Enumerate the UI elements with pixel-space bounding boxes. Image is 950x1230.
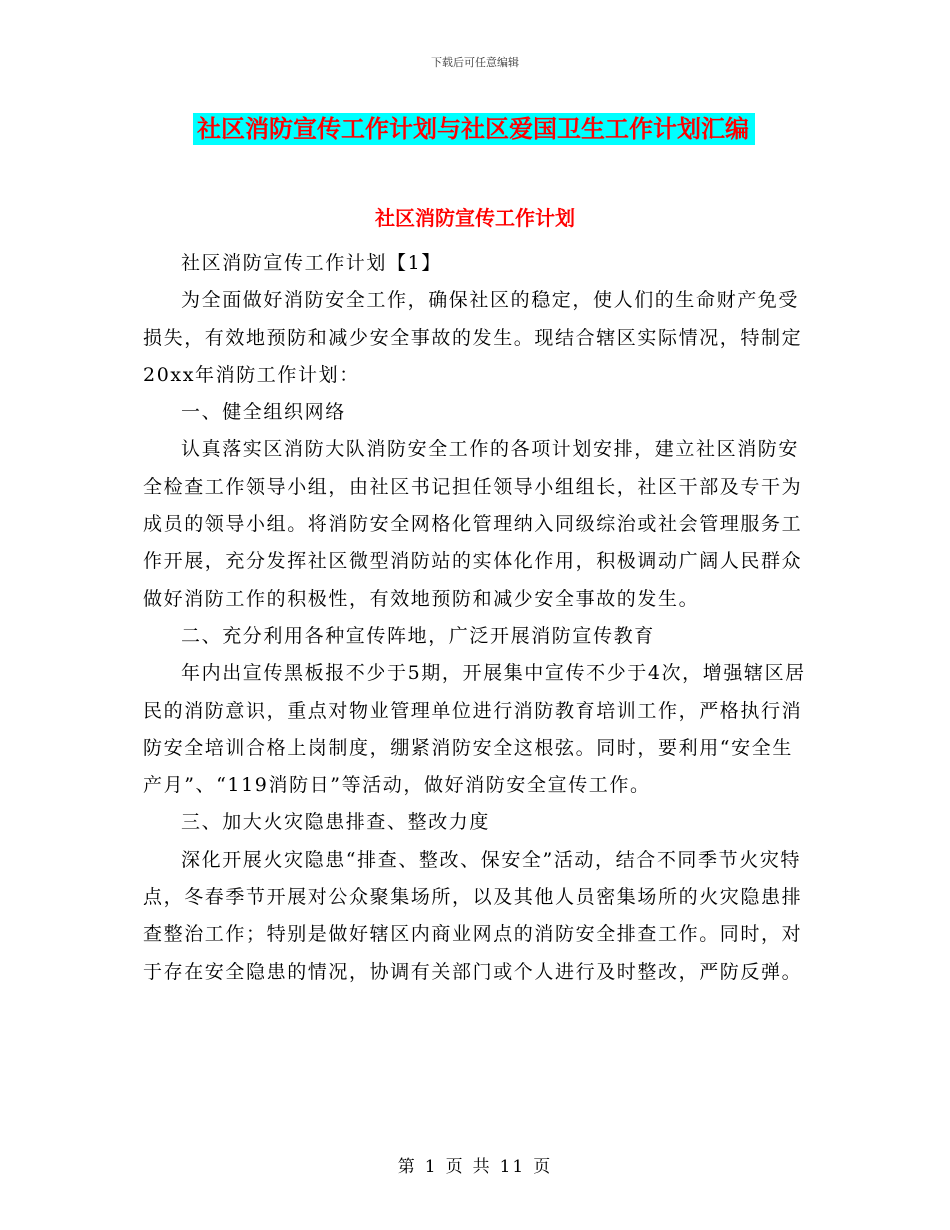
paragraph-publicity: 年内出宣传黑板报不少于5期，开展集中宣传不少于4次，增强辖区居民的消防意识，重点对物业管理单位进行消防教育培训工作，严格执行消防安全培训合格上岗制度，绷紧消防安全这根弦。同时，要利用“安全生产月”、“119消防日”等活动，做好消防安全宣传工作。: [143, 662, 806, 797]
paragraph-organization: 认真落实区消防大队消防安全工作的各项计划安排，建立社区消防安全检查工作领导小组，由社区书记担任领导小组组长，社区干部及专干为成员的领导小组。将消防安全网格化管理纳入同级综治或社会管理服务工作开展，充分发挥社区微型消防站的实体化作用，积极调动广阔人民群众做好消防工作的积极性，有效地预防和减少安全事故的发生。: [143, 438, 803, 610]
heading-hazard-inspection: 三、加大火灾隐患排查、整改力度: [181, 811, 491, 834]
footer-page-unit: 页: [445, 1157, 465, 1177]
heading-publicity-education: 二、充分利用各种宣传阵地，广泛开展消防宣传教育: [181, 624, 655, 647]
footer-total-label: 共: [472, 1157, 492, 1177]
heading-organization-network: 一、健全组织网络: [181, 401, 346, 424]
section-title: 社区消防宣传工作计划: [375, 206, 575, 230]
paragraph-plan-heading: 社区消防宣传工作计划【1】: [181, 252, 442, 274]
document-title: 社区消防宣传工作计划与社区爱国卫生工作计划汇编: [193, 113, 755, 145]
header-note: 下载后可任意编辑: [431, 56, 519, 69]
total-pages: 11: [499, 1157, 526, 1177]
page-footer: [0, 1152, 950, 1177]
document-body: [143, 245, 813, 991]
footer-prefix: 第: [397, 1157, 417, 1177]
page-number: 1: [424, 1157, 438, 1177]
paragraph-intro: 为全面做好消防安全工作，确保社区的稳定，使人们的生命财产免受损失，有效地预防和减少安全事故的发生。现结合辖区实际情况，特制定20xx年消防工作计划：: [143, 289, 803, 386]
paragraph-hazard: 深化开展火灾隐患“排查、整改、保安全”活动，结合不同季节火灾特点，冬春季节开展对公众聚集场所，以及其他人员密集场所的火灾隐患排查整治工作；特别是做好辖区内商业网点的消防安全排查工作。同时，对于存在安全隐患的情况，协调有关部门或个人进行及时整改，严防反弹。: [143, 848, 803, 983]
footer-total-unit: 页: [533, 1157, 553, 1177]
